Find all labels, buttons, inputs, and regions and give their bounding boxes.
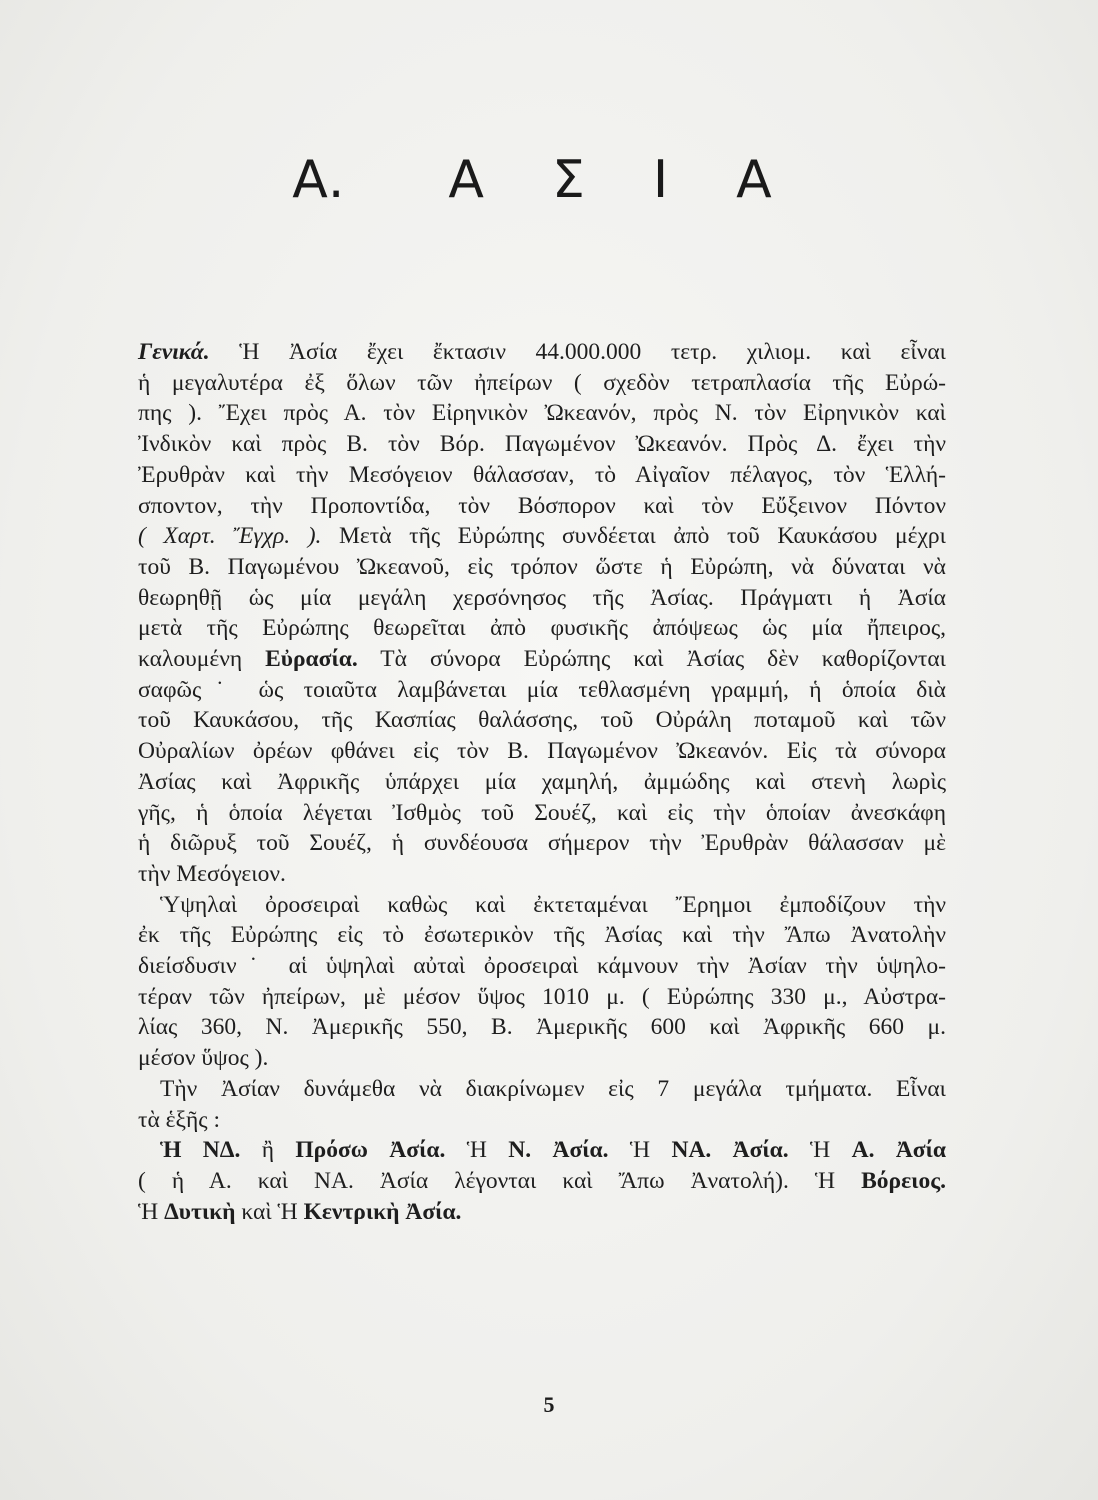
section-label: Γενικά.: [138, 339, 210, 365]
chapter-heading: [0, 150, 1098, 210]
text-line: Ἰνδικὸν καὶ πρὸς Β. τὸν Βόρ. Παγωμένον Ὠκεανόν. Πρὸς Δ. ἔχει τὴν: [138, 431, 946, 458]
paragraph-divisions: [138, 1074, 946, 1135]
text-line: τὴν Μεσόγειον.: [138, 860, 286, 887]
text-line: ἡ μεγαλυτέρα ἐξ ὅλων τῶν ἠπείρων ( σχεδὸν τετραπλασία τῆς Εὐρώ-: [138, 369, 946, 396]
text-line: καλουμένη Εὐρασία. Τὰ σύνορα Εὐρώπης καὶ Ἀσίας δὲν καθορίζονται: [138, 646, 947, 673]
paragraph-mountains: [138, 890, 946, 1074]
text-line: Ἡ ΝΔ. ἢ Πρόσω Ἀσία. Ἡ Ν. Ἀσία. Ἡ ΝΑ. Ἀσία. Ἡ Α. Ἀσία: [160, 1137, 946, 1164]
text-line: γῆς, ἡ ὁποία λέγεται Ἰσθμὸς τοῦ Σουέζ, καὶ εἰς τὴν ὁποίαν ἀνεσκάφη: [138, 799, 946, 826]
text-line: ἡ διῶρυξ τοῦ Σουέζ, ἡ συνδέουσα σήμερον τὴν Ἐρυθρὰν θάλασσαν μὲ: [138, 830, 946, 857]
region-name: Πρόσω Ἀσία.: [295, 1137, 446, 1164]
text-line: διείσδυσιν˙ αἱ ὑψηλαὶ αὐταὶ ὀροσειραὶ κάμνουν τὴν Ἀσίαν τὴν ὑψηλο-: [138, 953, 946, 980]
text-line: μετὰ τῆς Εὐρώπης θεωρεῖται ἀπὸ φυσικῆς ἀπόψεως ὡς μία ἤπειρος,: [138, 615, 946, 642]
text-line: μέσον ὕψος ).: [138, 1045, 269, 1072]
text-line: σποντον, τὴν Προποντίδα, τὸν Βόσπορον καὶ τὸν Εὔξεινον Πόντον: [138, 492, 946, 519]
text-line: λίας 360, Ν. Ἀμερικῆς 550, Β. Ἀμερικῆς 600 καὶ Ἀφρικῆς 660 μ.: [138, 1014, 946, 1041]
heading-letter: Α: [736, 150, 772, 210]
heading-letter: Ι: [652, 150, 669, 210]
region-name: Κεντρικὴ Ἀσία.: [303, 1198, 462, 1225]
body-text: [138, 337, 946, 1227]
heading-letter: Σ: [551, 150, 585, 210]
text-line: πης ). Ἔχει πρὸς Α. τὸν Εἰρηνικὸν Ὠκεανόν, πρὸς Ν. τὸν Εἰρηνικὸν καὶ: [138, 400, 946, 427]
text-line: Ἡ Δυτικὴ καὶ Ἡ Κεντρικὴ Ἀσία.: [138, 1198, 462, 1225]
text-line: τέραν τῶν ἠπείρων, μὲ μέσον ὕψος 1010 μ. ( Εὐρώπης 330 μ., Αὐστρα-: [138, 983, 946, 1010]
text-line: τοῦ Β. Παγωμένου Ὠκεανοῦ, εἰς τρόπον ὥστε ἡ Εὐρώπη, νὰ δύναται νὰ: [138, 553, 946, 580]
heading-prefix: Α.: [292, 150, 345, 210]
region-name: Ν. Ἀσία.: [508, 1137, 609, 1164]
text-line: Ὑψηλαὶ ὀροσειραὶ καθὼς καὶ ἐκτεταμέναι Ἔρημοι ἐμποδίζουν τὴν: [160, 891, 946, 918]
text-line: Ἀσίας καὶ Ἀφρικῆς ὑπάρχει μία χαμηλή, ἀμμώδης καὶ στενὴ λωρὶς: [138, 768, 946, 795]
paragraph-general: [138, 337, 946, 890]
text-line: Γενικά. Ἡ Ἀσία ἔχει ἔκτασιν 44.000.000 τετρ. χιλιομ. καὶ εἶναι: [138, 339, 946, 365]
text-line: τὰ ἑξῆς :: [138, 1106, 220, 1133]
region-name: ΝΑ. Ἀσία.: [671, 1137, 789, 1164]
text-line: Ἐρυθρὰν καὶ τὴν Μεσόγειον θάλασσαν, τὸ Αἰγαῖον πέλαγος, τὸν Ἑλλή-: [138, 461, 946, 488]
region-name: Δυτικὴ: [164, 1198, 236, 1225]
region-name: Βόρειος.: [861, 1167, 946, 1194]
text-line: σαφῶς˙ ὡς τοιαῦτα λαμβάνεται μία τεθλασμένη γραμμή, ἡ ὁποία διὰ: [138, 676, 946, 703]
region-name: Α. Ἀσία: [851, 1137, 946, 1164]
text-line: ( Χαρτ. Ἔγχρ. ). Μετὰ τῆς Εὐρώπης συνδέεται ἀπὸ τοῦ Καυκάσου μέχρι: [138, 523, 946, 550]
text-line: Οὐραλίων ὀρέων φθάνει εἰς τὸν Β. Παγωμένον Ὠκεανόν. Εἰς τὰ σύνορα: [138, 738, 946, 765]
heading-letter: Α: [448, 150, 484, 210]
text-line: ἐκ τῆς Εὐρώπης εἰς τὸ ἐσωτερικὸν τῆς Ἀσίας καὶ τὴν Ἄπω Ἀνατολὴν: [138, 922, 946, 949]
text-line: θεωρηθῇ ὡς μία μεγάλη χερσόνησος τῆς Ἀσίας. Πράγματι ἡ Ἀσία: [138, 584, 946, 611]
page-number: 5: [543, 1392, 555, 1417]
map-reference: ( Χαρτ. Ἔγχρ. ).: [138, 523, 322, 550]
text-line: τοῦ Καυκάσου, τῆς Κασπίας θαλάσσης, τοῦ Οὐράλη ποταμοῦ καὶ τῶν: [138, 707, 946, 734]
paragraph-regions: [138, 1135, 946, 1227]
text-line: ( ἡ Α. καὶ ΝΑ. Ἀσία λέγονται καὶ Ἄπω Ἀνατολή). Ἡ Βόρειος.: [138, 1167, 946, 1194]
text-line: Τὴν Ἀσίαν δυνάμεθα νὰ διακρίνωμεν εἰς 7 μεγάλα τμήματα. Εἶναι: [160, 1075, 946, 1102]
eurasia-term: Εὐρασία.: [265, 646, 358, 673]
